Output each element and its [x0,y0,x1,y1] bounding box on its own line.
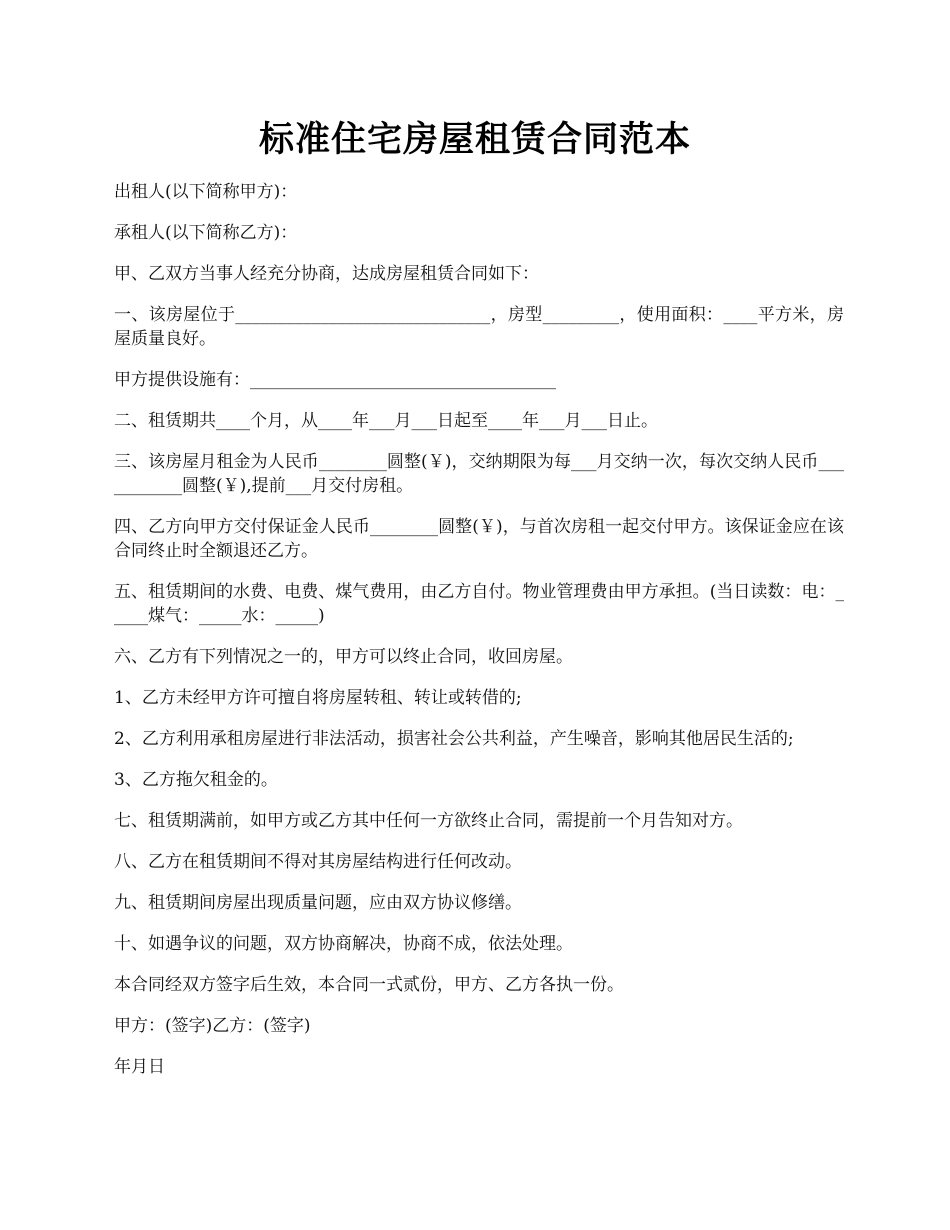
signature-line: 甲方：(签字)乙方：(签字) [114,1016,311,1036]
clause-5-utilities: 五、租赁期间的水费、电费、煤气费用，由乙方自付。物业管理费由甲方承担。(当日读数：电：_____煤气：_____水：_____) [114,582,844,626]
clause-1-location: 一、该房屋位于______________________________，房型_________，使用面积：____平方米，房屋质量良好。 [114,305,844,349]
clause-4-deposit: 四、乙方向甲方交付保证金人民币________圆整(￥)，与首次房租一起交付甲方。该保证金应在该合同终止时全额退还乙方。 [114,517,844,561]
clause-8-structure: 八、乙方在租赁期间不得对其房屋结构进行任何改动。 [114,852,522,872]
document-body [114,180,844,1096]
paragraph-effectiveness: 本合同经双方签字后生效，本合同一式贰份，甲方、乙方各执一份。 [114,975,624,995]
clause-2-term: 二、租赁期共____个月，从____年___月___日起至____年___月___日止。 [114,411,658,431]
clause-6-item-3: 3、乙方拖欠租金的。 [114,770,278,790]
clause-facilities: 甲方提供设施有：____________________________________ [114,370,556,390]
clause-6-termination: 六、乙方有下列情况之一的，甲方可以终止合同，收回房屋。 [114,647,573,667]
date-line: 年月日 [114,1057,165,1077]
document-title: 标准住宅房屋租赁合同范本 [258,119,691,160]
paragraph-lessor: 出租人(以下简称甲方)： [114,182,298,202]
clause-9-repairs: 九、租赁期间房屋出现质量问题，应由双方协议修缮。 [114,893,522,913]
clause-3-rent: 三、该房屋月租金为人民币________圆整(￥)，交纳期限为每___月交纳一次，每次交纳人民币___________圆整(￥),提前___月交付房租。 [114,452,844,496]
paragraph-preamble: 甲、乙双方当事人经充分协商，达成房屋租赁合同如下： [114,264,539,284]
clause-6-item-1: 1、乙方未经甲方许可擅自将房屋转租、转让或转借的; [114,688,522,708]
clause-7-early-termination: 七、租赁期满前，如甲方或乙方其中任何一方欲终止合同，需提前一个月告知对方。 [114,811,743,831]
paragraph-lessee: 承租人(以下简称乙方)： [114,223,298,243]
clause-6-item-2: 2、乙方利用承租房屋进行非法活动，损害社会公共利益，产生噪音，影响其他居民生活的; [114,729,794,749]
clause-10-disputes: 十、如遇争议的问题，双方协商解决，协商不成，依法处理。 [114,934,573,954]
